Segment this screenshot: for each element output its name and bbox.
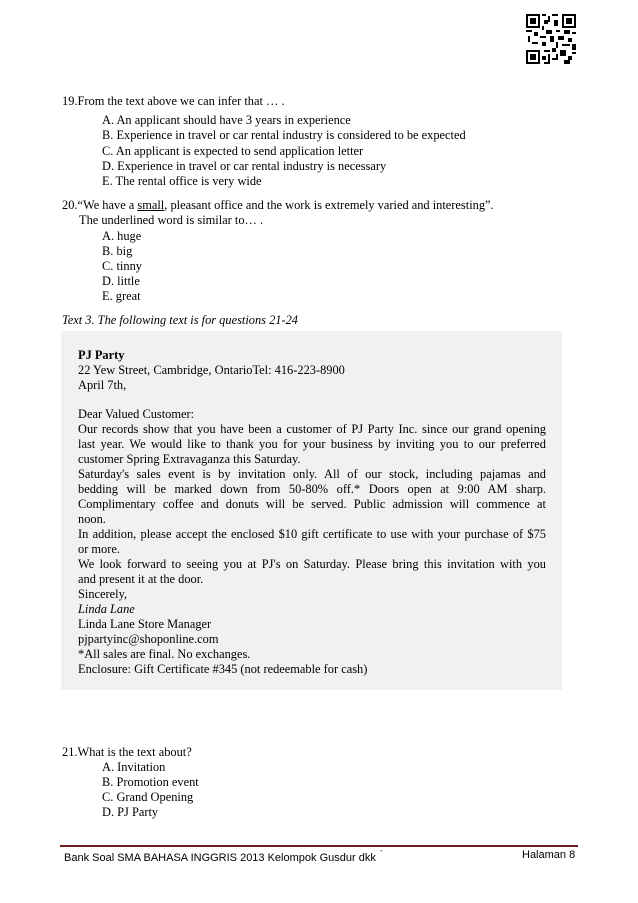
question-number: 21. [62,745,78,759]
letter-email: pjpartyinc@shoponline.com [78,632,219,646]
question-21-stem [62,745,192,760]
underlined-word: small [137,198,165,212]
letter-salutation: Dear Valued Customer: [78,407,195,421]
footer-title: Bank Soal SMA BAHASA INGGRIS 2013 Kelompok Gusdur dkk [64,852,376,864]
footer-mark: ` [380,849,383,859]
letter-paragraph-2-line-4: noon. [78,512,106,526]
letter-paragraph-4-line-2: and present it at the door. [78,572,204,586]
letter-enclosure: Enclosure: Gift Certificate #345 (not redeemable for cash) [78,662,368,676]
q20-option-d: D. little [102,274,140,288]
q19-option-b: B. Experience in travel or car rental industry is considered to be expected [102,128,466,142]
letter-signature: Linda Lane [78,602,135,616]
question-number: 20. [62,198,78,212]
question-text: What is the text about? [77,745,192,759]
q19-option-c: C. An applicant is expected to send application letter [102,144,364,158]
footer-divider [60,845,578,847]
question-text: From the text above we can infer that … . [77,94,285,108]
letter-paragraph-1-line-2: last year. We would like to thank you for your business by inviting you to our preferred [78,437,546,451]
question-20-stem: 20.“We have a small, pleasant office and the work is extremely varied and interesting”. [62,198,494,212]
text-3-heading: Text 3. The following text is for questions 21-24 [62,313,298,327]
letter-company: PJ Party [78,348,125,362]
letter-paragraph-1-line-1: Our records show that you have been a customer of PJ Party Inc. since our grand opening [78,422,546,436]
letter-signer: Linda Lane Store Manager [78,617,212,631]
page-number: Halaman 8 [522,849,576,861]
q20-option-c: C. tinny [102,259,142,273]
letter-paragraph-1-line-3: customer Spring Extravaganza this Saturday. [78,452,301,466]
letter-paragraph-2-line-1: Saturday's sales event is by invitation only. All of our stock, including pajamas and [78,467,546,481]
q21-option-d: D. PJ Party [102,805,159,819]
q21-option-b: B. Promotion event [102,775,199,789]
q21-option-c: C. Grand Opening [102,790,194,804]
q19-option-d: D. Experience in travel or car rental industry is necessary [102,159,387,173]
q20-option-e: E. great [102,289,141,303]
qr-code-icon [526,14,576,64]
q19-option-a: A. An applicant should have 3 years in experience [102,113,351,127]
letter-paragraph-4-line-1: We look forward to seeing you at PJ's on Saturday. Please bring this invitation with you [78,557,546,571]
letter-date: April 7th, [78,378,127,392]
q20-option-b: B. big [102,244,133,258]
letter-paragraph-3-line-2: or more. [78,542,120,556]
question-number: 19. [62,94,78,108]
letter-closing: Sincerely, [78,587,128,601]
question-19-stem [62,94,285,109]
letter-paragraph-3-line-1: In addition, please accept the enclosed $10 gift certificate to use with your purchase of $75 [78,527,546,541]
letter-paragraph-2-line-2: bedding will be marked down from 50-80% off.* Doors open at 9:00 AM sharp. [78,482,546,496]
q21-option-a: A. Invitation [102,760,166,774]
q20-option-a: A. huge [102,229,142,243]
question-20-stem-2: The underlined word is similar to… . [79,213,264,227]
letter-paragraph-2-line-3: Complimentary coffee and donuts will be served. Public admission will commence at [78,497,546,511]
letter-address: 22 Yew Street, Cambridge, OntarioTel: 416-223-8900 [78,363,345,377]
letter-note: *All sales are final. No exchanges. [78,647,251,661]
q19-option-e: E. The rental office is very wide [102,174,262,188]
